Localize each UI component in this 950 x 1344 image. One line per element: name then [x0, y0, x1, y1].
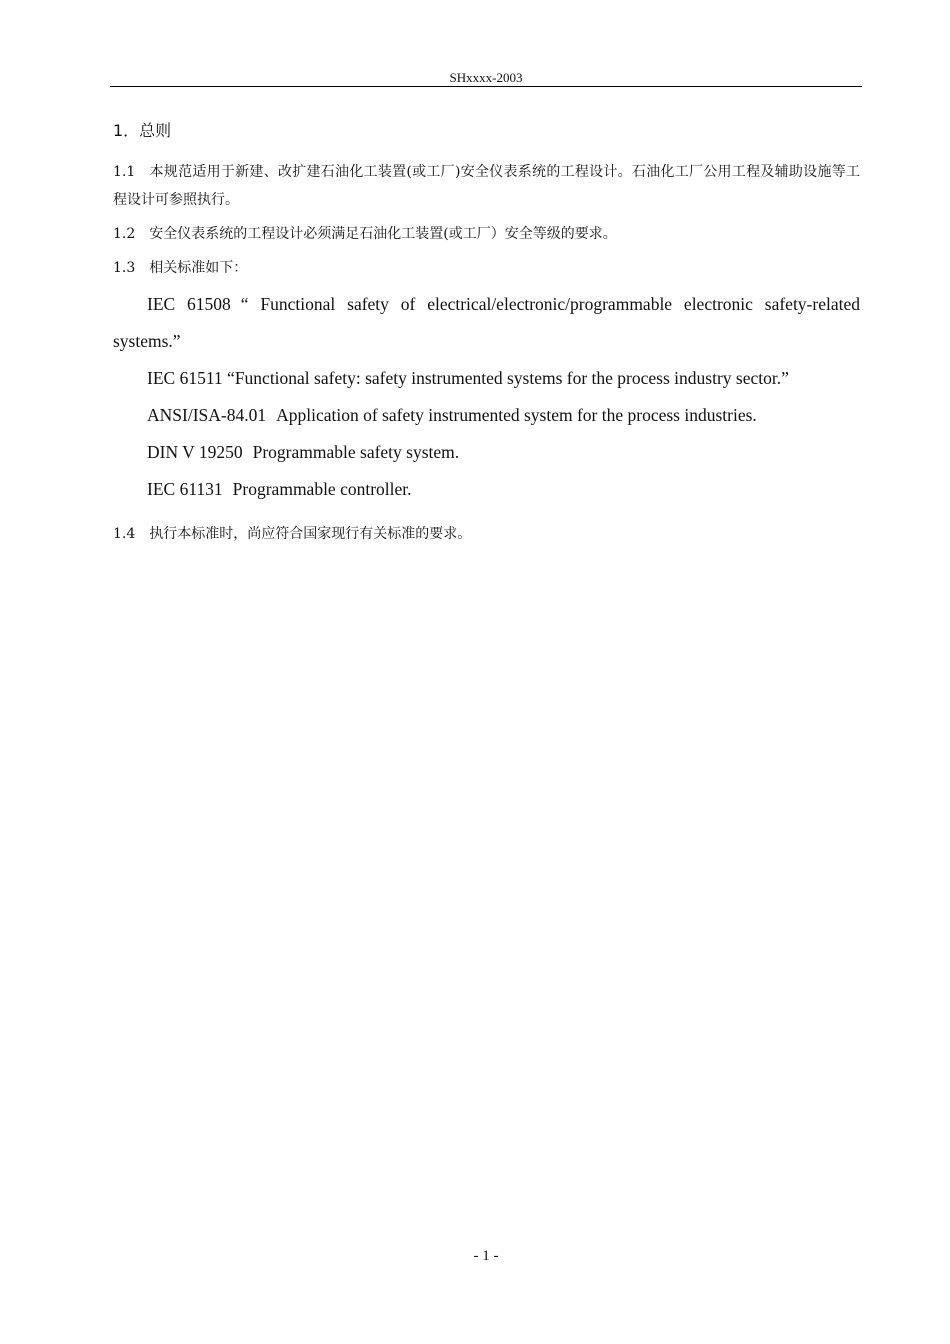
- clause-number: 1.3: [113, 260, 136, 276]
- running-header: SHxxxx-2003: [449, 70, 523, 85]
- standard-title: “ Functional safety of electrical/electronic/programmable electronic safety-related systems.”: [113, 294, 860, 351]
- standard-item: [113, 471, 860, 508]
- standard-title: Application of safety instrumented system for the process industries.: [276, 405, 757, 425]
- clause-text: 安全仪表系统的工程设计必须满足石油化工装置(或工厂）安全等级的要求。: [149, 226, 617, 242]
- standard-item: [113, 360, 860, 397]
- page-body: [113, 118, 860, 554]
- clause-1-4: [113, 520, 860, 548]
- standard-title: Programmable safety system.: [252, 442, 460, 462]
- standard-item: [113, 286, 860, 360]
- standard-code: IEC 61508: [147, 294, 231, 314]
- section-heading: 1．总则: [113, 121, 172, 140]
- clause-text: 本规范适用于新建、改扩建石油化工装置(或工厂)安全仪表系统的工程设计。石油化工厂公用工程及辅助设施等工程设计可参照执行。: [113, 164, 860, 208]
- page-number: - 1 -: [473, 1248, 499, 1264]
- standard-code: IEC 61131: [147, 479, 223, 499]
- clause-text: 相关标准如下：: [149, 260, 248, 276]
- standard-code: DIN V 19250: [147, 442, 243, 462]
- header-divider: [110, 86, 862, 87]
- standard-title: Programmable controller.: [232, 479, 412, 499]
- clause-number: 1.4: [113, 526, 136, 542]
- standard-item: [113, 434, 860, 471]
- standard-title: “Functional safety: safety instrumented systems for the process industry sector.”: [227, 368, 789, 388]
- clause-1-1: [113, 158, 860, 214]
- standard-code: ANSI/ISA-84.01: [147, 405, 267, 425]
- standard-item: [113, 397, 860, 434]
- clause-1-3: [113, 254, 860, 282]
- clause-number: 1.1: [113, 164, 136, 180]
- clause-1-2: [113, 220, 860, 248]
- clause-number: 1.2: [113, 226, 136, 242]
- standard-code: IEC 61511: [147, 368, 223, 388]
- clause-text: 执行本标准时，尚应符合国家现行有关标准的要求。: [149, 526, 472, 542]
